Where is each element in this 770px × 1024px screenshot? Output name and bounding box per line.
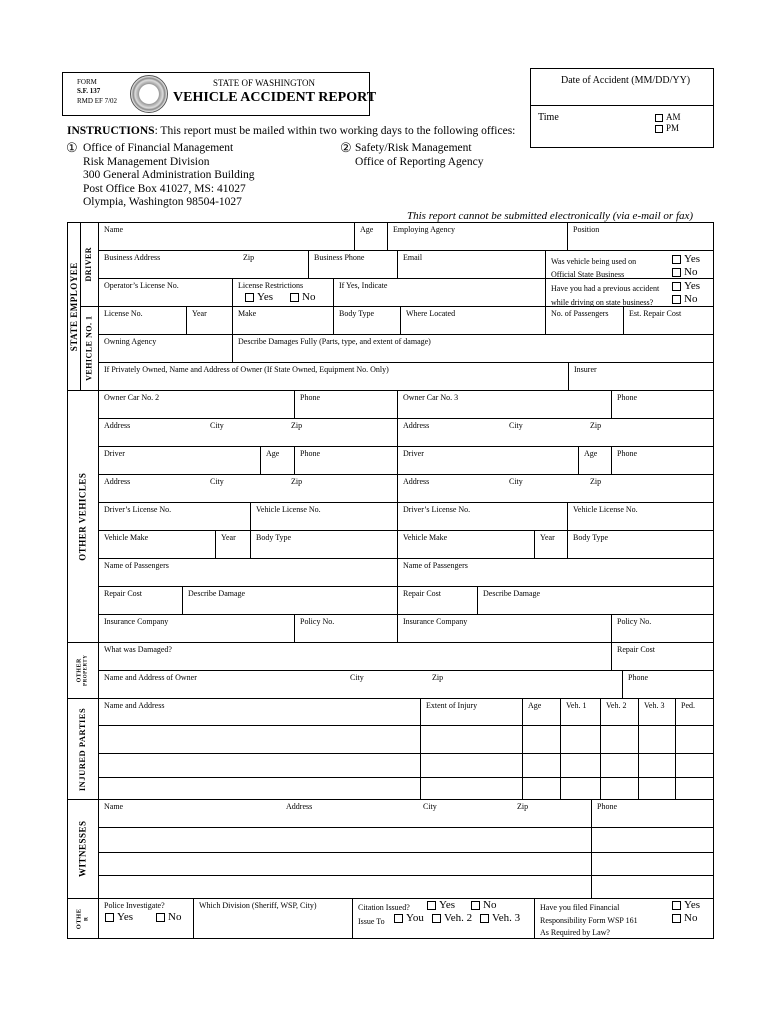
address-line: 300 General Administration Building: [83, 169, 255, 182]
field-label: Driver: [104, 449, 125, 458]
car-2-body-type-field[interactable]: [250, 530, 398, 559]
field-label: Vehicle Make: [403, 533, 448, 542]
financial-yes-checkbox[interactable]: [672, 900, 700, 911]
field-label: Employing Agency: [393, 225, 455, 234]
field-label: Insurance Company: [403, 617, 468, 626]
previous-accident-label: while driving on state business?: [551, 298, 654, 307]
field-label: Describe Damage: [483, 589, 541, 598]
field-label: Phone: [300, 393, 320, 402]
form-revision: RMD EF 7/02: [77, 97, 118, 105]
checkbox-label: No: [684, 266, 698, 278]
form-header-box: [62, 72, 377, 116]
injured-party-cell[interactable]: [560, 725, 601, 754]
checkbox-icon: [672, 901, 681, 910]
field-label: Name of Passengers: [104, 561, 169, 570]
driver-car-3-address-field[interactable]: [397, 474, 714, 503]
owner-car-3-address-field[interactable]: [397, 418, 714, 447]
checkbox-icon: [105, 913, 114, 922]
field-label: Address: [403, 421, 430, 430]
checkbox-label: Yes: [684, 899, 701, 911]
field-label: Email: [403, 253, 423, 262]
issue-to-veh2-checkbox[interactable]: [432, 913, 472, 924]
car-3-drivers-license-field[interactable]: [397, 502, 568, 531]
field-label: Police Investigate?: [104, 901, 165, 910]
car-2-make-field[interactable]: [98, 530, 216, 559]
citation-issued-label: Citation Issued?: [358, 903, 410, 912]
zip-label: Zip: [432, 673, 444, 682]
injured-party-cell[interactable]: [420, 725, 523, 754]
injured-party-cell[interactable]: [98, 725, 421, 754]
section-label: OTHE: [75, 908, 83, 929]
driver-car-2-address-field[interactable]: [98, 474, 398, 503]
checkbox-label: No: [684, 912, 698, 924]
car-3-repair-cost-field[interactable]: [397, 586, 478, 615]
checkbox-label: Yes: [257, 291, 274, 303]
field-label: Address: [104, 477, 131, 486]
field-label: Repair Cost: [403, 589, 441, 598]
address-line: Office of Financial Management: [83, 142, 234, 154]
field-label: Position: [573, 225, 600, 234]
field-label: Phone: [617, 449, 637, 458]
field-label: Owning Agency: [104, 337, 157, 346]
injured-party-cell[interactable]: [638, 725, 676, 754]
car-2-passengers-field[interactable]: [98, 558, 398, 587]
date-of-accident-label: Date of Accident (MM/DD/YY): [561, 75, 691, 86]
witness-phone-cell[interactable]: [591, 799, 714, 828]
field-label: What was Damaged?: [104, 645, 172, 654]
insurer-field[interactable]: [568, 362, 714, 391]
section-label: INJURED PARTIES: [77, 707, 88, 791]
official-business-label: Official State Business: [551, 270, 625, 279]
checkbox-icon: [290, 293, 299, 302]
injured-header-cell[interactable]: [600, 698, 639, 726]
field-label: Age: [360, 225, 374, 234]
city-label: City: [210, 477, 224, 486]
checkbox-label: No: [168, 911, 182, 923]
driver-car-3-age-field[interactable]: [578, 446, 612, 475]
checkbox-label: No: [483, 899, 497, 911]
checkbox-icon: [427, 901, 436, 910]
driver-car-3-field[interactable]: [397, 446, 579, 475]
instructions-text: : This report must be mailed within two working days to the following offices:: [154, 125, 516, 137]
private-owner-field[interactable]: [98, 362, 569, 391]
checkbox-icon: [672, 914, 681, 923]
car-2-vehicle-license-field[interactable]: [250, 502, 398, 531]
zip-label: Zip: [590, 477, 602, 486]
car-3-passengers-field[interactable]: [397, 558, 714, 587]
financial-label: Responsibility Form WSP 161: [540, 916, 638, 925]
field-label: Age: [584, 449, 598, 458]
restrictions-no-checkbox[interactable]: [290, 292, 315, 303]
property-repair-cost-field[interactable]: [611, 642, 714, 671]
office-2-address: [355, 142, 484, 169]
vehicle-make-field[interactable]: [232, 306, 334, 335]
instructions-lead: INSTRUCTIONS: [67, 125, 155, 137]
form-number: S.F. 137: [77, 87, 101, 95]
am-checkbox[interactable]: [655, 113, 681, 122]
issue-to-you-checkbox[interactable]: [394, 913, 424, 924]
driver-car-2-field[interactable]: [98, 446, 261, 475]
checkbox-icon: [156, 913, 165, 922]
police-yes-checkbox[interactable]: [105, 912, 133, 923]
city-label: City: [423, 802, 437, 811]
where-located-field[interactable]: [400, 306, 546, 335]
city-label: City: [210, 421, 224, 430]
checkbox-label: Yes: [439, 899, 456, 911]
car-2-damage-field[interactable]: [182, 586, 398, 615]
field-label: Name: [104, 225, 124, 234]
injured-party-cell[interactable]: [420, 777, 523, 800]
checkbox-icon: [394, 914, 403, 923]
checkbox-icon: [480, 914, 489, 923]
field-label: Name of Passengers: [403, 561, 468, 570]
injured-party-cell[interactable]: [675, 753, 714, 778]
field-label: Address: [104, 421, 131, 430]
injured-party-cell[interactable]: [98, 777, 421, 800]
am-label: AM: [666, 112, 681, 122]
field-label: Est. Repair Cost: [629, 309, 682, 318]
injured-party-cell[interactable]: [675, 777, 714, 800]
field-label: Policy No.: [617, 617, 652, 626]
form-label: FORM: [77, 78, 97, 86]
injured-header-cell[interactable]: [420, 698, 523, 726]
body-type-field[interactable]: [333, 306, 401, 335]
checkbox-label: Yes: [684, 253, 701, 265]
witness-info-cell[interactable]: [98, 827, 592, 853]
field-label: Body Type: [573, 533, 609, 542]
vehicle-license-field[interactable]: [98, 306, 187, 335]
section-label: PROPERTY: [84, 654, 90, 687]
field-label: Name and Address of Owner: [104, 673, 197, 682]
previous-accident-label: Have you had a previous accident: [551, 284, 660, 293]
checkbox-icon: [672, 282, 681, 291]
field-label: Vehicle License No.: [256, 505, 321, 514]
issue-to-veh3-checkbox[interactable]: [480, 913, 520, 924]
employing-agency-field[interactable]: [387, 222, 568, 251]
injured-party-cell[interactable]: [522, 725, 561, 754]
previous-accident-no-checkbox[interactable]: [672, 294, 697, 305]
witness-phone-cell[interactable]: [591, 852, 714, 876]
car-3-vehicle-license-field[interactable]: [567, 502, 714, 531]
business-address-field[interactable]: [98, 250, 309, 279]
field-label: Ped.: [681, 701, 695, 710]
field-label: Body Type: [256, 533, 292, 542]
address-line: Olympia, Washington 98504-1027: [83, 196, 242, 209]
injured-party-cell[interactable]: [675, 725, 714, 754]
field-label: Policy No.: [300, 617, 335, 626]
what-was-damaged-field[interactable]: [98, 642, 612, 671]
financial-label: Have you filed Financial: [540, 903, 620, 912]
financial-no-checkbox[interactable]: [672, 913, 697, 924]
car-3-body-type-field[interactable]: [567, 530, 714, 559]
which-division-field[interactable]: [193, 898, 353, 939]
section-other-property: [67, 642, 99, 699]
field-label: Vehicle Make: [104, 533, 149, 542]
field-label: Owner Car No. 3: [403, 393, 459, 402]
field-label: Describe Damage: [188, 589, 246, 598]
checkbox-label: Veh. 2: [444, 912, 473, 924]
field-label: Year: [192, 309, 207, 318]
field-label: Repair Cost: [617, 645, 655, 654]
section-label: R: [82, 916, 89, 921]
zip-label: Zip: [243, 253, 255, 262]
city-label: City: [350, 673, 364, 682]
section-other: [67, 898, 99, 939]
field-label: No. of Passengers: [551, 309, 609, 318]
time-label: Time: [538, 112, 559, 123]
car-3-policy-field[interactable]: [611, 614, 714, 643]
field-label: Phone: [617, 393, 637, 402]
zip-label: Zip: [291, 421, 303, 430]
section-label: WITNESSES: [77, 820, 88, 878]
address-line: Office of Reporting Agency: [355, 155, 484, 168]
witness-info-cell[interactable]: [98, 852, 592, 876]
section-driver: [80, 222, 99, 307]
checkbox-label: Yes: [117, 911, 134, 923]
field-label: License No.: [104, 309, 143, 318]
email-field[interactable]: [397, 250, 546, 279]
injured-party-cell[interactable]: [560, 753, 601, 778]
field-label: Address: [403, 477, 430, 486]
car-2-drivers-license-field[interactable]: [98, 502, 251, 531]
passengers-field[interactable]: [545, 306, 624, 335]
section-label: OTHER VEHICLES: [77, 472, 88, 561]
field-label: Owner Car No. 2: [104, 393, 160, 402]
injured-header-cell[interactable]: [98, 698, 421, 726]
car-3-damage-field[interactable]: [477, 586, 714, 615]
car-2-year-field[interactable]: [215, 530, 251, 559]
field-label: Where Located: [406, 309, 456, 318]
owner-car-2-phone-field[interactable]: [294, 390, 398, 419]
driver-car-3-phone-field[interactable]: [611, 446, 714, 475]
owner-car-3-phone-field[interactable]: [611, 390, 714, 419]
field-label: Repair Cost: [104, 589, 142, 598]
field-label: Make: [238, 309, 257, 318]
field-label: Driver: [403, 449, 424, 458]
section-label: VEHICLE NO. 1: [84, 315, 94, 382]
pm-label: PM: [666, 123, 680, 133]
injured-header-cell[interactable]: [675, 698, 714, 726]
operators-license-field[interactable]: [98, 278, 233, 307]
field-label: Business Phone: [314, 253, 365, 262]
field-label: Extent of Injury: [426, 701, 478, 710]
property-owner-phone-field[interactable]: [622, 670, 714, 699]
restrictions-indicate-field[interactable]: [333, 278, 546, 307]
field-label: Operator’s License No.: [104, 281, 179, 290]
field-label: License Restrictions: [238, 281, 304, 290]
field-label: Year: [221, 533, 236, 542]
checkbox-label: Veh. 3: [492, 912, 521, 924]
driver-age-field[interactable]: [354, 222, 388, 251]
section-witnesses: [67, 799, 99, 899]
instructions: [67, 125, 515, 138]
official-business-no-checkbox[interactable]: [672, 267, 697, 278]
injured-party-cell[interactable]: [600, 777, 639, 800]
city-label: City: [509, 477, 523, 486]
section-injured-parties: [67, 698, 99, 800]
state-seal-logo: [130, 75, 168, 113]
official-business-yes-checkbox[interactable]: [672, 254, 700, 265]
previous-accident-yes-checkbox[interactable]: [672, 281, 700, 292]
field-label: Veh. 1: [566, 701, 587, 710]
checkbox-icon: [245, 293, 254, 302]
field-label: If Privately Owned, Name and Address of Owner (If State Owned, Equipment No. Only): [104, 365, 389, 374]
section-other-vehicles: [67, 390, 99, 643]
field-label: Insurer: [574, 365, 597, 374]
checkbox-label: You: [406, 912, 424, 924]
car-2-repair-cost-field[interactable]: [98, 586, 183, 615]
injured-party-cell[interactable]: [560, 777, 601, 800]
field-label: Name: [104, 802, 124, 811]
injured-party-cell[interactable]: [98, 753, 421, 778]
electronic-notice: This report cannot be submitted electronically (via e-mail or fax): [407, 210, 694, 222]
field-label: Age: [528, 701, 542, 710]
injured-header-cell[interactable]: [522, 698, 561, 726]
police-no-checkbox[interactable]: [156, 912, 181, 923]
field-label: Name and Address: [104, 701, 165, 710]
section-label: OTHER: [76, 658, 83, 683]
injured-party-cell[interactable]: [600, 725, 639, 754]
field-label: Year: [540, 533, 555, 542]
office-2-number: ②: [340, 140, 352, 155]
address-line: Risk Management Division: [83, 155, 210, 168]
field-label: Vehicle License No.: [573, 505, 638, 514]
driver-name-field[interactable]: [98, 222, 355, 251]
field-label: Which Division (Sheriff, WSP, City): [199, 901, 317, 910]
car-2-policy-field[interactable]: [294, 614, 398, 643]
checkbox-icon: [672, 295, 681, 304]
field-label: Veh. 3: [644, 701, 665, 710]
checkbox-icon: [672, 268, 681, 277]
injured-party-cell[interactable]: [600, 753, 639, 778]
injured-party-cell[interactable]: [522, 777, 561, 800]
zip-label: Zip: [291, 477, 303, 486]
field-label: Driver’s License No.: [104, 505, 172, 514]
field-label: Insurance Company: [104, 617, 169, 626]
field-label: Business Address: [104, 253, 161, 262]
field-label: Body Type: [339, 309, 375, 318]
city-label: City: [509, 421, 523, 430]
car-2-insurance-field[interactable]: [98, 614, 295, 643]
field-label: Driver’s License No.: [403, 505, 471, 514]
damage-description-field[interactable]: [232, 334, 714, 363]
witness-phone-cell[interactable]: [591, 875, 714, 899]
owner-car-2-address-field[interactable]: [98, 418, 398, 447]
checkbox-icon: [672, 255, 681, 264]
vehicle-year-field[interactable]: [186, 306, 233, 335]
position-field[interactable]: [567, 222, 714, 251]
office-1-number: ①: [66, 140, 78, 155]
date-time-box: [530, 68, 714, 148]
divider: [531, 105, 713, 106]
section-label: DRIVER: [84, 247, 94, 282]
injured-header-cell[interactable]: [638, 698, 676, 726]
owner-car-2-field[interactable]: [98, 390, 295, 419]
citation-yes-checkbox[interactable]: [427, 900, 455, 911]
address-label: Address: [286, 802, 313, 811]
pm-checkbox[interactable]: [655, 124, 679, 133]
owning-agency-field[interactable]: [98, 334, 233, 363]
financial-label: As Required by Law?: [540, 928, 610, 937]
issue-to-label: Issue To: [358, 917, 385, 926]
car-3-make-field[interactable]: [397, 530, 535, 559]
field-label: Phone: [597, 802, 617, 811]
zip-label: Zip: [517, 802, 529, 811]
field-label: Age: [266, 449, 280, 458]
official-business-label: Was vehicle being used on: [551, 257, 637, 266]
checkbox-label: No: [684, 293, 698, 305]
section-state-employee: [67, 222, 81, 391]
car-3-year-field[interactable]: [534, 530, 568, 559]
business-phone-field[interactable]: [308, 250, 398, 279]
field-label: If Yes, Indicate: [339, 281, 388, 290]
witness-info-cell[interactable]: [98, 875, 592, 899]
checkbox-icon: [471, 901, 480, 910]
injured-header-cell[interactable]: [560, 698, 601, 726]
checkbox-label: No: [302, 291, 316, 303]
field-label: Describe Damages Fully (Parts, type, and extent of damage): [238, 337, 431, 346]
address-line: Post Office Box 41027, MS: 41027: [83, 182, 246, 195]
driver-car-2-age-field[interactable]: [260, 446, 295, 475]
restrictions-yes-checkbox[interactable]: [245, 292, 273, 303]
office-1-address: [83, 142, 255, 210]
injured-party-cell[interactable]: [638, 753, 676, 778]
field-label: Phone: [300, 449, 320, 458]
state-name: STATE OF WASHINGTON: [213, 78, 315, 88]
field-label: Phone: [628, 673, 648, 682]
repair-cost-field[interactable]: [623, 306, 714, 335]
injured-party-cell[interactable]: [420, 753, 523, 778]
injured-party-cell[interactable]: [638, 777, 676, 800]
citation-no-checkbox[interactable]: [471, 900, 496, 911]
driver-car-2-phone-field[interactable]: [294, 446, 398, 475]
owner-car-3-field[interactable]: [397, 390, 612, 419]
section-label: STATE EMPLOYEE: [68, 262, 79, 351]
section-vehicle-1: [80, 306, 99, 391]
checkbox-label: Yes: [684, 280, 701, 292]
zip-label: Zip: [590, 421, 602, 430]
witness-phone-cell[interactable]: [591, 827, 714, 853]
injured-party-cell[interactable]: [522, 753, 561, 778]
form-title: VEHICLE ACCIDENT REPORT: [173, 90, 377, 105]
car-3-insurance-field[interactable]: [397, 614, 612, 643]
field-label: Veh. 2: [606, 701, 627, 710]
checkbox-icon: [432, 914, 441, 923]
address-line: Safety/Risk Management: [355, 142, 472, 154]
